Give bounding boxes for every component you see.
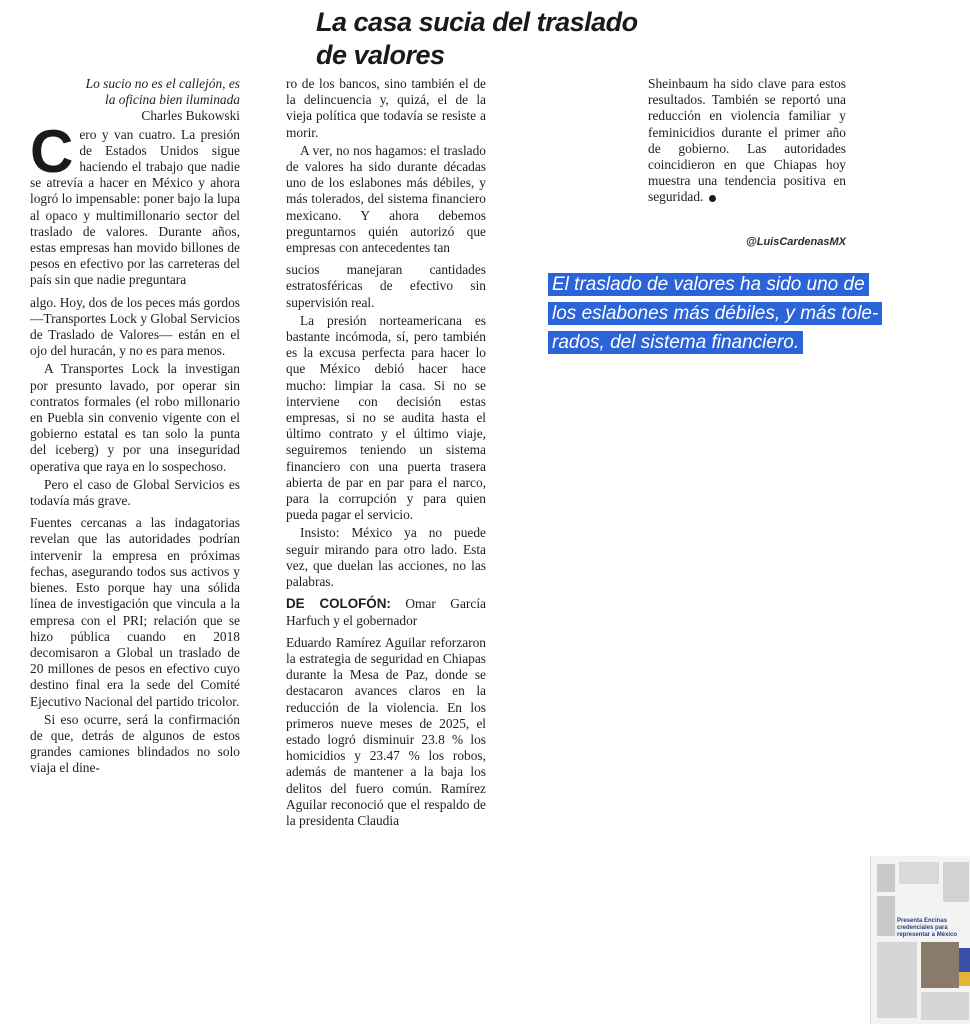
paragraph <box>30 117 240 289</box>
end-mark-icon <box>709 195 716 202</box>
pull-quote <box>548 270 928 357</box>
epigraph-quote-line-2: la oficina bien iluminada <box>104 92 240 108</box>
thumbnail-flag <box>959 948 970 972</box>
paragraph: Eduardo Ramírez Aguilar reforzaron la estrategia de seguridad en Chiapas durante la Mesa de Paz, donde se destacaron avances claros en la reducción de la violencia. En los primeros nueve meses de 2025, el estado logró disminuir 23.8 % los homicidios y 23.47 % los robos, además de mantener a la baja los delitos del fuero común. Ramírez Aguilar reconoció que el respaldo de la presidenta Claudia <box>286 634 486 828</box>
paragraph: La presión norteamericana es bastante incómoda, sí, pero también es la excusa perfecta para hacer lo que México debió hacer hace mucho: limpiar la casa. Si no se interviene con decisión estas empresas, si no se audita hasta el último contrato y el último viaje, seguiremos teniendo un sistema financiero con una puerta trasera abierta de par en par para el narco, para la corrupción y para quien pueda pagar el servicio. <box>286 312 486 523</box>
article-column-1 <box>30 76 240 779</box>
thumbnail-photo <box>921 942 959 988</box>
paragraph: A Transportes Lock la investigan por presunto lavado, por operar sin contratos formales (el robo millonario en Puebla sin convenio vigente con el gobierno estatal es tan solo la punta del iceberg) y por una inseguridad operativa que raya en lo sospechoso. <box>30 361 240 474</box>
paragraph-text: Sheinbaum ha sido clave para estos resultados. También se reportó una reducción en violencia familiar y feminicidios durante el primer año de gobierno. Las autoridades coincidieron en que Chiapas hoy muestra una tendencia positiva en seguridad. <box>648 76 846 205</box>
epigraph-author: Charles Bukowski <box>141 108 240 124</box>
paragraph: sucios manejaran cantidades estratosféricas de efectivo sin supervisión real. <box>286 262 486 310</box>
thumbnail-headline: Presenta Encinas credenciales para representar a México <box>897 918 958 938</box>
pull-quote-line-2: los eslabones más débiles, y más tole- <box>548 302 882 325</box>
thumbnail-text-block <box>943 862 969 902</box>
article-column-3 <box>648 76 846 208</box>
thumbnail-text-block <box>877 896 895 936</box>
paragraph: Insisto: México ya no puede seguir mirando para otro lado. Esta vez, que duelan las acciones, no las palabras. <box>286 525 486 590</box>
colofon-text: Omar García Harfuch y el gobernador <box>286 596 486 628</box>
paragraph: Si eso ocurre, será la confirmación de que, detrás de algunos de estos grandes camiones blindados no solo viaja el dine- <box>30 711 240 776</box>
thumbnail-text-block <box>921 992 969 1020</box>
epigraph-quote-line-1: Lo sucio no es el callejón, es <box>85 76 240 91</box>
thumbnail-text-block <box>899 862 939 884</box>
pull-quote-line-1: El traslado de valores ha sido uno de <box>548 273 869 296</box>
author-handle: @LuisCardenasMX <box>746 236 846 248</box>
thumbnail-flag <box>959 972 970 986</box>
paragraph: A ver, no nos hagamos: el traslado de valores ha sido durante décadas uno de los eslabones más débiles, y más tolerados, del sistema financiero mexicano. Y ahora debemos preguntarnos quién autorizó que empresas con antecedentes tan <box>286 142 486 256</box>
drop-cap: C <box>30 117 74 185</box>
paragraph: Fuentes cercanas a las indagatorias revelan que las autoridades podrían intervenir la empresa en próximas fechas, asegurando todos sus activos y bienes. Esto porque hay una sólida línea de investigación que vincula a la empresa con el PRI; relación que se hizo pública cuando en 2018 decomisaron a Global un traslado de 20 millones de pesos en efectivo cuyo destino final era la sede del Comité Ejecutivo Nacional del partido tricolor. <box>30 515 240 709</box>
article-column-2 <box>286 76 486 831</box>
thumbnail-text-block <box>877 864 895 892</box>
thumbnail-text-block <box>877 942 917 1018</box>
paragraph: Pero el caso de Global Servicios es todavía más grave. <box>30 476 240 509</box>
colofon-paragraph <box>286 596 486 628</box>
paragraph: algo. Hoy, dos de los peces más gordos —Transportes Lock y Global Servicios de Traslado de Valores— están en el ojo del huracán, y no es para menos. <box>30 294 241 359</box>
paragraph <box>648 76 846 206</box>
article-headline <box>316 6 736 72</box>
colofon-label: DE COLOFÓN: <box>286 596 391 612</box>
pull-quote-line-3: rados, del sistema financiero. <box>548 331 803 354</box>
newspaper-thumbnail <box>870 856 970 1024</box>
paragraph: ro de los bancos, sino también el de la delincuencia y, quizá, el de la vieja política que todavía se resiste a morir. <box>286 76 486 140</box>
headline-line-1: La casa sucia del traslado <box>316 7 638 37</box>
paragraph-text: ero y van cuatro. La presión de Estados Unidos sigue haciendo el trabajo que nadie se atrevía a hacer en México y ahora logró lo impensable: poner bajo la lupa al opaco y multimillonario sector del traslado de valores. Durante años, estas empresas han movido billones de pesos en efectivo por las carreteras del país sin que nadie preguntara <box>30 126 240 288</box>
headline-line-2: de valores <box>316 40 445 70</box>
